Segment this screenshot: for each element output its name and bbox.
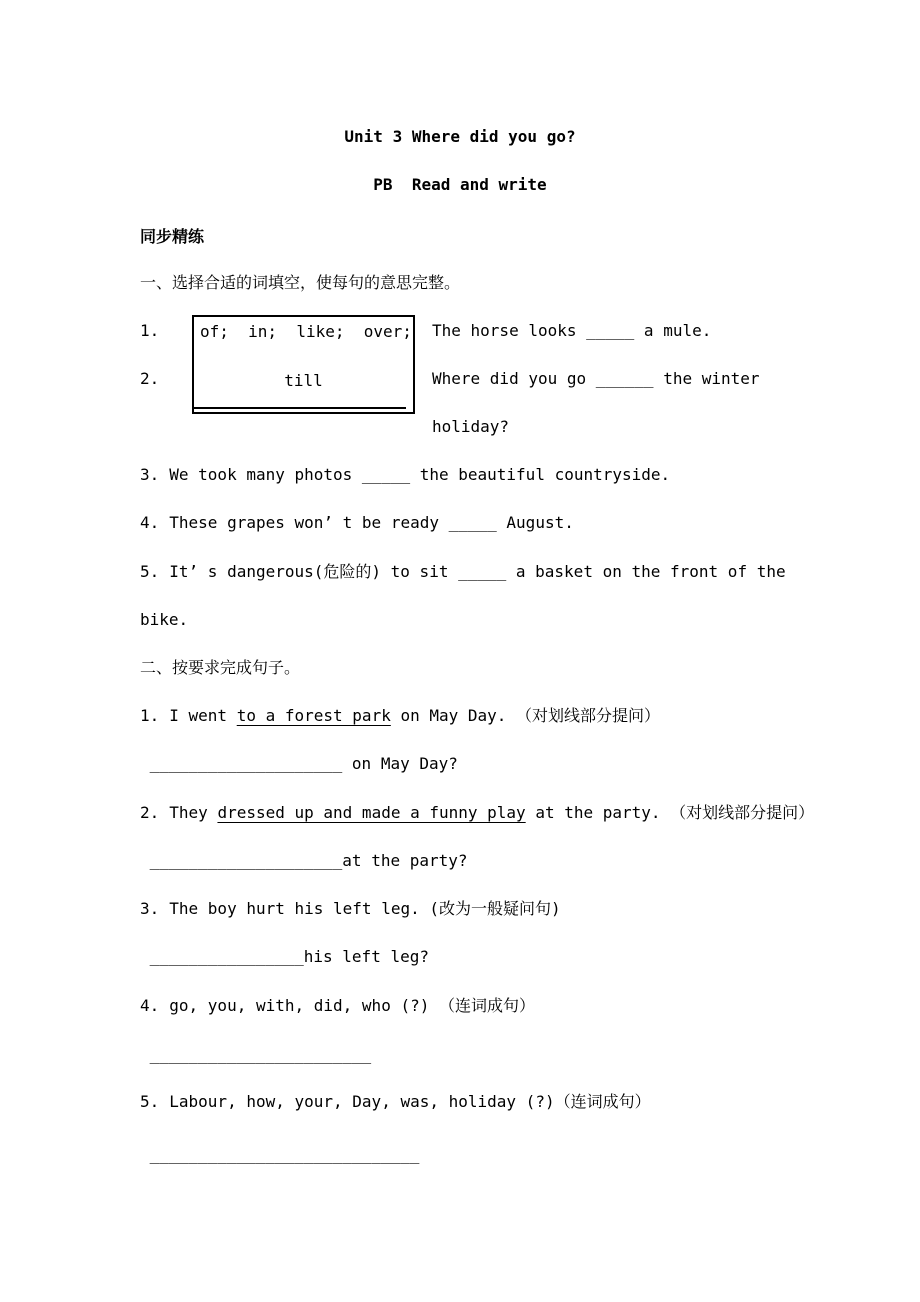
- sec2-item2-post: at the party. （对划线部分提问）: [525, 803, 815, 822]
- sec2-item3-pre: The boy hurt his left leg. (改为一般疑问句): [169, 899, 561, 918]
- sec1-item5-text: It’ s dangerous(危险的) to sit _____ a basket on the front of the: [169, 562, 786, 581]
- sec2-item1-num: 1.: [140, 706, 160, 725]
- sec2-item2-line: [140, 802, 814, 824]
- sec2-item5-pre: Labour, how, your, Day, was, holiday (?)（连词成句）: [169, 1092, 651, 1111]
- sec1-item2-text2: holiday?: [432, 417, 510, 436]
- sec1-item2-text: Where did you go ______ the winter: [432, 369, 760, 388]
- sec1-item3-num: 3.: [140, 465, 160, 484]
- sec2-item4-num: 4.: [140, 996, 160, 1015]
- section1-heading: 一、选择合适的词填空，使每句的意思完整。: [140, 273, 461, 292]
- sec2-item5-line: [140, 1091, 651, 1113]
- sec2-item3-answer-blank: ________________his left leg?: [140, 947, 429, 966]
- sec2-item4-answer-blank: _______________________: [140, 1045, 372, 1064]
- sec2-item1-pre: I went: [169, 706, 237, 725]
- sec1-item3-line: [140, 464, 670, 486]
- sec2-item1-underlined: to a forest park: [236, 706, 391, 725]
- sec2-item5-num: 5.: [140, 1092, 160, 1111]
- word-bank-line2: till: [284, 371, 323, 390]
- sec2-item2-underlined: dressed up and made a funny play: [217, 803, 526, 822]
- sec2-item2-num: 2.: [140, 803, 160, 822]
- word-bank-line1: of; in; like; over;: [200, 322, 412, 341]
- doc-subtitle: PB Read and write: [373, 175, 547, 194]
- sec1-item3-text: We took many photos _____ the beautiful countryside.: [169, 465, 671, 484]
- sec2-item4-line: [140, 995, 535, 1017]
- sec1-item5-line: [140, 561, 786, 583]
- practice-label: 同步精练: [140, 227, 205, 246]
- sec1-item4-text: These grapes won’ t be ready _____ August.: [169, 513, 574, 532]
- sec1-item5-text2: bike.: [140, 610, 189, 629]
- sec1-item1-text: The horse looks _____ a mule.: [432, 321, 712, 340]
- sec2-item1-post: on May Day. （对划线部分提问）: [390, 706, 661, 725]
- sec2-item5-answer-blank: ____________________________: [140, 1145, 420, 1164]
- sec1-item1-num: 1.: [140, 321, 160, 340]
- sec2-item1-answer-blank: ____________________ on May Day?: [140, 754, 458, 773]
- sec2-item3-line: [140, 898, 561, 920]
- sec2-item2-answer-blank: ____________________at the party?: [140, 851, 468, 870]
- section2-heading: 二、按要求完成句子。: [140, 658, 301, 677]
- word-bank-underline: [194, 407, 406, 409]
- sec2-item4-pre: go, you, with, did, who (?) （连词成句）: [169, 996, 535, 1015]
- sec2-item1-line: [140, 705, 660, 727]
- doc-title: Unit 3 Where did you go?: [344, 127, 576, 146]
- sec1-item4-num: 4.: [140, 513, 160, 532]
- word-bank-box: [192, 315, 415, 414]
- sec1-item4-line: [140, 512, 574, 534]
- sec1-item5-num: 5.: [140, 562, 160, 581]
- sec1-item2-num: 2.: [140, 369, 160, 388]
- sec2-item2-pre: They: [169, 803, 218, 822]
- sec2-item3-num: 3.: [140, 899, 160, 918]
